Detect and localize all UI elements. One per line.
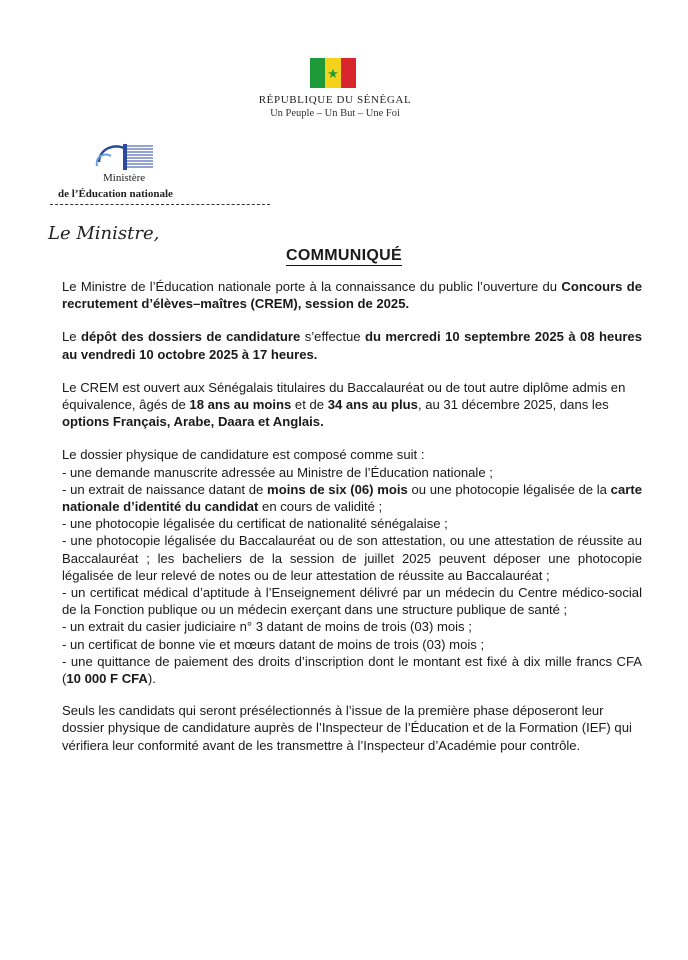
p3-bold-f: options Français, Arabe, Daara et Anglais. (62, 414, 324, 430)
paragraph-deposit-dates (62, 328, 642, 362)
paragraph-announcement (62, 278, 642, 312)
p2-bold-d: du mercredi 10 septembre 2025 à 08 heures au vendredi 10 octobre 2025 à 17 heures. (62, 329, 642, 362)
list-item (62, 653, 642, 687)
dossier-intro: Le dossier physique de candidature est composé comme suit : (62, 447, 425, 463)
item2-text-e: en cours de validité ; (258, 499, 383, 515)
list-item: - un certificat médical d’aptitude à l’Enseignement délivré par un médecin du Centre médico-social de la Fonction publique ou un médecin exerçant dans une structure publique de santé ; (62, 585, 642, 618)
list-item: - un certificat de bonne vie et mœurs datant de moins de trois (03) mois ; (62, 636, 485, 652)
p2-text-a: Le (62, 329, 81, 345)
list-item: - un extrait du casier judiciaire n° 3 datant de moins de trois (03) mois ; (62, 619, 472, 635)
list-item: - une demande manuscrite adressée au Ministre de l’Éducation nationale ; (62, 464, 493, 480)
national-motto: Un Peuple – Un But – Une Foi (270, 108, 400, 119)
p1-text: Le Ministre de l’Éducation nationale porte à la connaissance du public l’ouverture du (62, 279, 562, 294)
paragraph-dossier-list (62, 446, 642, 687)
p3-text-c: et de (291, 397, 328, 413)
item2-text-c: ou une photocopie légalisée de la (407, 481, 611, 497)
star-icon: ★ (327, 65, 339, 81)
page-title (0, 247, 688, 265)
flag-green-band (310, 58, 325, 88)
ministry-name: de l’Éducation nationale (58, 188, 173, 200)
list-item: - une photocopie légalisée du Baccalauréat ou de son attestation, ou une attestation de réussite au Baccalauréat ; les bacheliers de la session de juillet 2025 peuvent déposer une photocopie légalisée de leur relevé de notes ou de leur attestation de réussite au Baccalauréat ; (62, 533, 642, 583)
item2-bold-d: carte nationale d’identité du candidat (62, 481, 642, 515)
item2-bold-b: moins de six (06) mois (267, 481, 408, 497)
flag-yellow-band (325, 58, 340, 88)
republic-name: RÉPUBLIQUE DU SÉNÉGAL (258, 94, 412, 106)
item8-text-c: ). (147, 671, 156, 687)
paragraph-preselection: Seuls les candidats qui seront présélectionnés à l’issue de la première phase déposeront leur dossier physique de candidature auprès de l’Inspecteur de l’Éducation et de la Formation (IEF) qui vérifiera leur conformité avant de les transmettre à l’Inspecteur d’Académie pour contrôle. (62, 703, 632, 753)
p3-text-a: Le CREM est ouvert aux Sénégalais titulaires du Baccalauréat ou de tout autre diplôme admis en équivalence, âgés de (62, 379, 626, 413)
flag-red-band (341, 58, 356, 88)
p3-bold-d: 34 ans au plus (327, 397, 418, 413)
p2-bold-b: dépôt des dossiers de candidature (81, 329, 301, 345)
title-text: COMMUNIQUÉ (286, 247, 402, 264)
item8-bold-b: 10 000 F CFA (66, 671, 148, 687)
p1-bold: Concours de recrutement d’élèves–maîtres (CREM), session de 2025. (62, 279, 643, 312)
dashed-divider (50, 204, 270, 205)
item2-text-a: - un extrait de naissance datant de (62, 481, 268, 497)
p2-text-c: s’effectue (300, 329, 365, 345)
minister-heading: Le Ministre, (48, 223, 160, 244)
p3-text-e: , au 31 décembre 2025, dans les (417, 397, 609, 413)
list-item: - une photocopie légalisée du certificat de nationalité sénégalaise ; (62, 516, 448, 532)
communique-body (62, 278, 642, 754)
p3-bold-b: 18 ans au moins (189, 397, 292, 413)
list-item (62, 481, 642, 515)
senegal-flag-icon (310, 58, 356, 88)
paragraph-eligibility (62, 379, 642, 431)
ministry-label: Ministère (103, 172, 146, 184)
item8-text-a: - une quittance de paiement des droits d’inscription dont le montant est fixé à dix mille francs CFA ( (62, 653, 642, 687)
